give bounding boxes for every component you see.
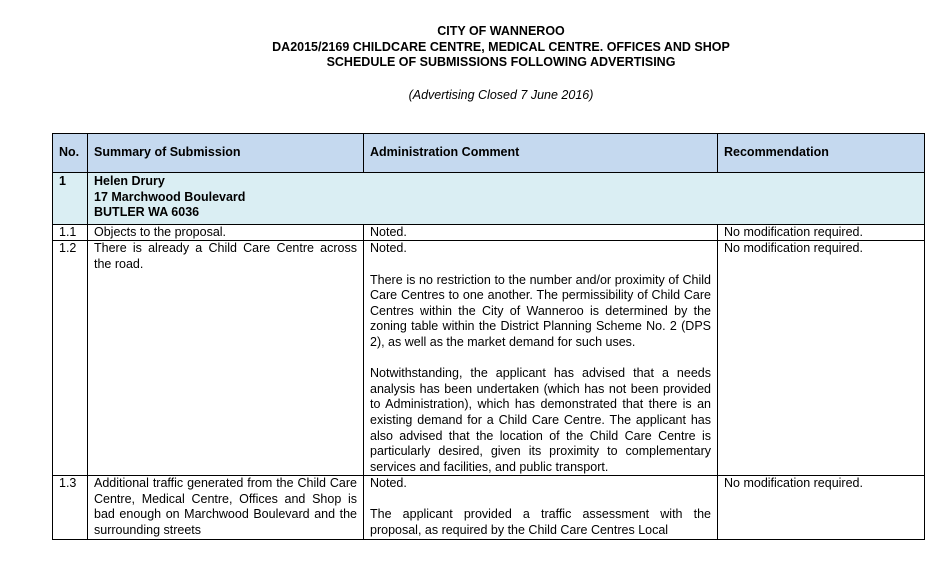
- submitter-address-line2: BUTLER WA 6036: [94, 205, 200, 220]
- column-header-admin-comment: Administration Comment: [364, 134, 718, 173]
- row-number: 1.2: [53, 241, 88, 476]
- submitter-number: 1: [53, 173, 88, 225]
- council-name: CITY OF WANNEROO: [437, 24, 565, 38]
- submitter-details: [88, 173, 925, 225]
- row-summary: There is already a Child Care Centre across the road.: [88, 241, 364, 476]
- comment-paragraph: Notwithstanding, the applicant has advised that a needs analysis has been undertaken (which has not been provided to Administration), which has demonstrated that there is an existing demand for a Child Care Centre. The applicant has also advised that the location of the Child Care Centre is particularly desired, given its proximity to complementary services and facilities, and public transport.: [370, 366, 711, 474]
- row-admin-comment: [364, 241, 718, 476]
- column-header-no: No.: [53, 134, 88, 173]
- row-recommendation: No modification required.: [718, 241, 925, 476]
- table-row: [53, 241, 925, 476]
- row-number: 1.1: [53, 224, 88, 241]
- column-header-recommendation: Recommendation: [718, 134, 925, 173]
- submitter-address-line1: 17 Marchwood Boulevard: [94, 189, 246, 204]
- table-header-row: [53, 134, 925, 173]
- comment-paragraph: Noted.: [370, 476, 407, 491]
- row-number: 1.3: [53, 476, 88, 539]
- table-row: [53, 476, 925, 539]
- row-summary: Additional traffic generated from the Child Care Centre, Medical Centre, Offices and Shop is bad enough on Marchwood Boulevard and the surrounding streets: [88, 476, 364, 539]
- comment-paragraph: Noted.: [370, 241, 407, 256]
- comment-paragraph: Noted.: [370, 224, 407, 239]
- submissions-table: [52, 133, 925, 540]
- application-title: DA2015/2169 CHILDCARE CENTRE, MEDICAL CENTRE. OFFICES AND SHOP: [272, 39, 730, 54]
- column-header-summary: Summary of Submission: [88, 134, 364, 173]
- row-admin-comment: [364, 224, 718, 241]
- row-recommendation: No modification required.: [718, 224, 925, 241]
- row-admin-comment: [364, 476, 718, 539]
- advertising-closed-note: (Advertising Closed 7 June 2016): [408, 88, 594, 102]
- comment-paragraph: The applicant provided a traffic assessment with the proposal, as required by the Child Care Centres Local: [370, 507, 711, 538]
- row-recommendation: No modification required.: [718, 476, 925, 539]
- submitter-row: [53, 173, 925, 225]
- row-summary: Objects to the proposal.: [88, 224, 364, 241]
- submitter-name: Helen Drury: [94, 174, 165, 188]
- schedule-title: SCHEDULE OF SUBMISSIONS FOLLOWING ADVERTISING: [326, 55, 676, 69]
- document-header: [0, 24, 952, 71]
- table-row: [53, 224, 925, 241]
- comment-paragraph: There is no restriction to the number and/or proximity of Child Care Centres to one another. The permissibility of Child Care Centres within the City of Wanneroo is determined by the zoning table within the District Planning Scheme No. 2 (DPS 2), as well as the market demand for such uses.: [370, 272, 711, 349]
